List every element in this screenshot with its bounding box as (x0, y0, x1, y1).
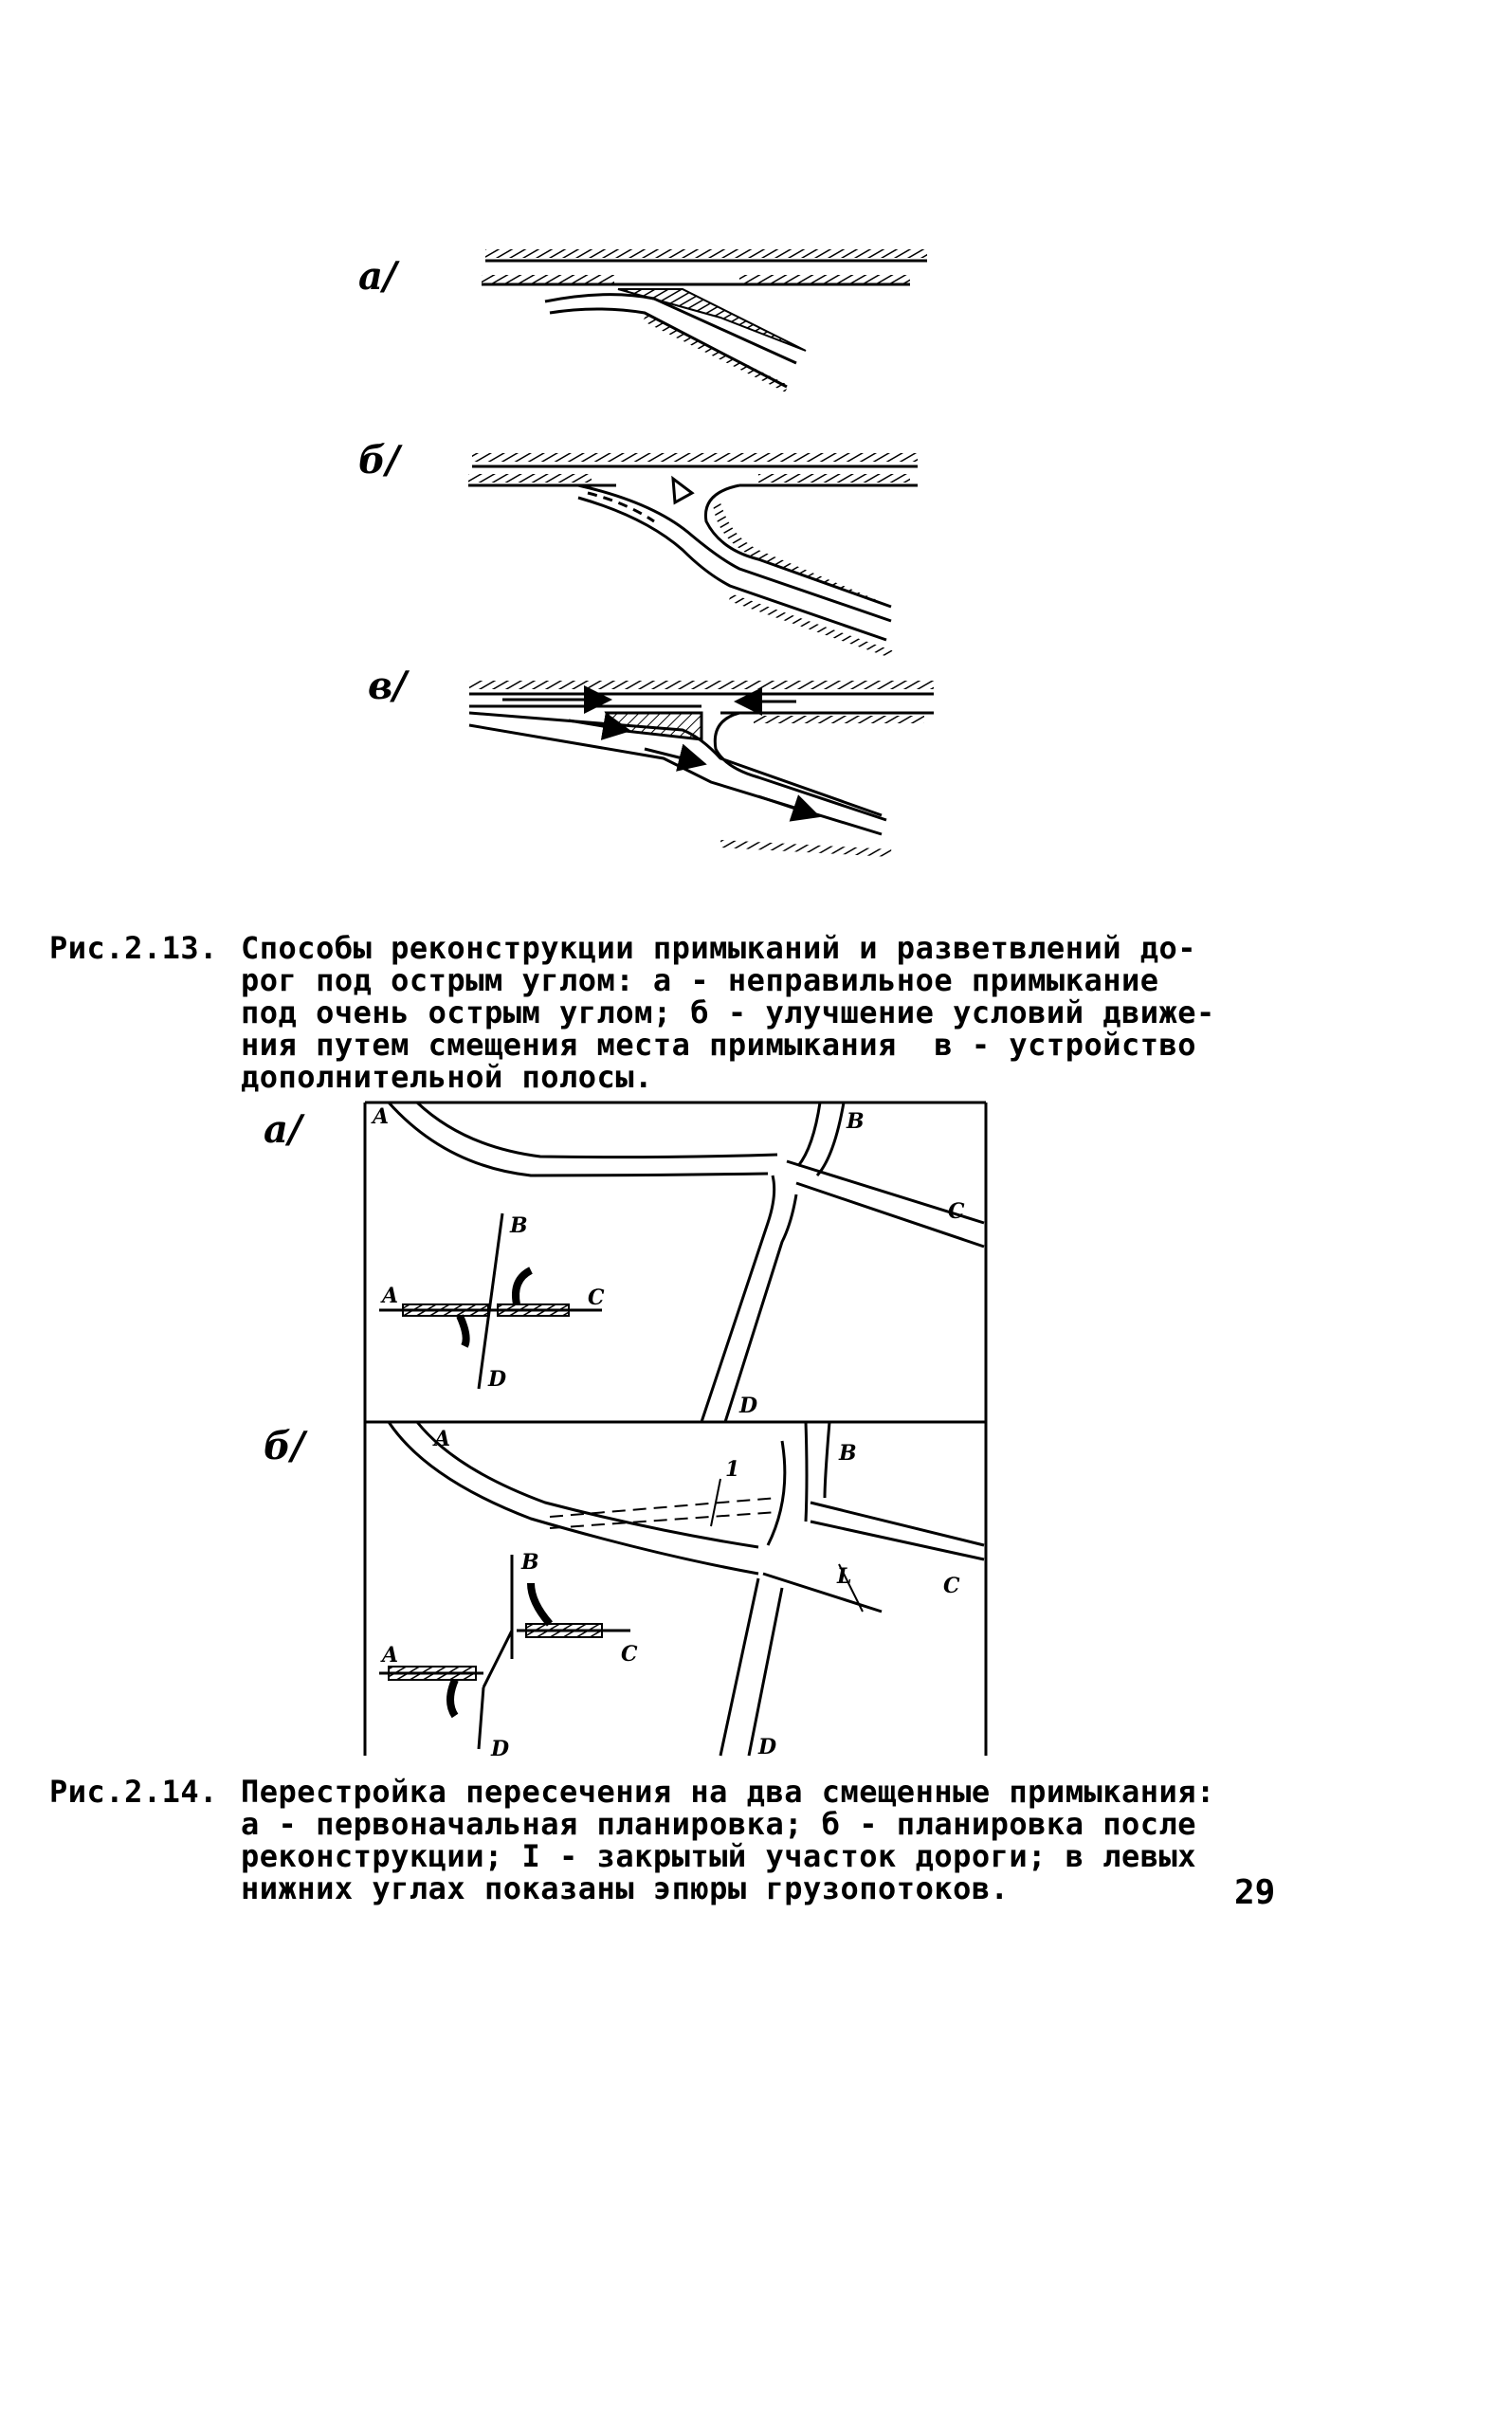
fig13-panel-c-label: в/ (368, 664, 407, 708)
fig14-map-b-flow-letter-b: B (521, 1550, 539, 1575)
fig14-panel-a-label: а/ (264, 1107, 302, 1152)
fig14-map-a-letter-d: D (739, 1394, 758, 1418)
fig13-panel-a-label: а/ (358, 254, 397, 299)
fig13-caption-line: дополнительной полосы. (241, 1059, 653, 1095)
fig14-map-b-letter-a: A (434, 1427, 451, 1451)
fig14-map-b-flow-letter-a: A (382, 1643, 399, 1668)
fig14-map-a-flow-letter-a: A (382, 1284, 399, 1308)
fig14-caption-line: нижних углах показаны эпюры грузопотоков. (241, 1870, 1010, 1906)
fig13-caption-number: Рис.2.13. (49, 930, 218, 966)
fig13-caption-line: рог под острым углом: а - неправильное примыкание (241, 962, 1159, 998)
fig14-map-a-flow-letter-c: C (588, 1285, 605, 1310)
fig14-map-a-letter-b: B (847, 1109, 865, 1134)
fig14-map-b-flow-diagram (379, 1550, 638, 1761)
fig14-caption-line: Перестройка пересечения на два смещенные примыкания: (241, 1774, 1215, 1810)
fig13-panel-b-label: б/ (358, 438, 400, 483)
fig13-caption-line: Способы реконструкции примыканий и разветвлений до- (241, 930, 1197, 966)
fig14-map-a-roads (371, 1103, 984, 1422)
fig14-caption (49, 1775, 1282, 1907)
fig14-map-b-letter-c: C (943, 1574, 960, 1598)
fig14-map-a-flow-letter-b: B (510, 1213, 528, 1238)
fig14-map-a-letter-c: C (948, 1199, 965, 1224)
fig14-caption-line: реконструкции; I - закрытый участок дороги; в левых (241, 1838, 1197, 1874)
page-number: 29 (1234, 1873, 1276, 1912)
fig14-map-a-flow-diagram (379, 1213, 605, 1392)
fig14-map-a-flow-letter-d: D (488, 1367, 507, 1392)
fig14-map-b-flow-letter-d: D (491, 1737, 510, 1761)
fig14-map-b-roads (389, 1422, 984, 1759)
fig14-map-b-letter-d: D (758, 1735, 777, 1759)
fig14-closed-section-marker: 1 (725, 1457, 740, 1482)
fig13-caption-line: ния путем смещения места примыкания в - устройство (241, 1027, 1197, 1063)
fig14-caption-line: а - первоначальная планировка; б - планировка после (241, 1806, 1197, 1842)
fig13-caption-line: под очень острым углом; б - улучшение условий движе- (241, 994, 1215, 1030)
fig14-map-b-letter-b: B (839, 1441, 857, 1466)
fig14-map-b-flow-letter-c: C (621, 1642, 638, 1667)
fig14-length-marker: L (837, 1564, 852, 1589)
fig14-map-a-letter-a: A (373, 1104, 390, 1129)
fig14-panel-b-label: б/ (264, 1424, 305, 1468)
fig14-caption-number: Рис.2.14. (49, 1774, 218, 1810)
